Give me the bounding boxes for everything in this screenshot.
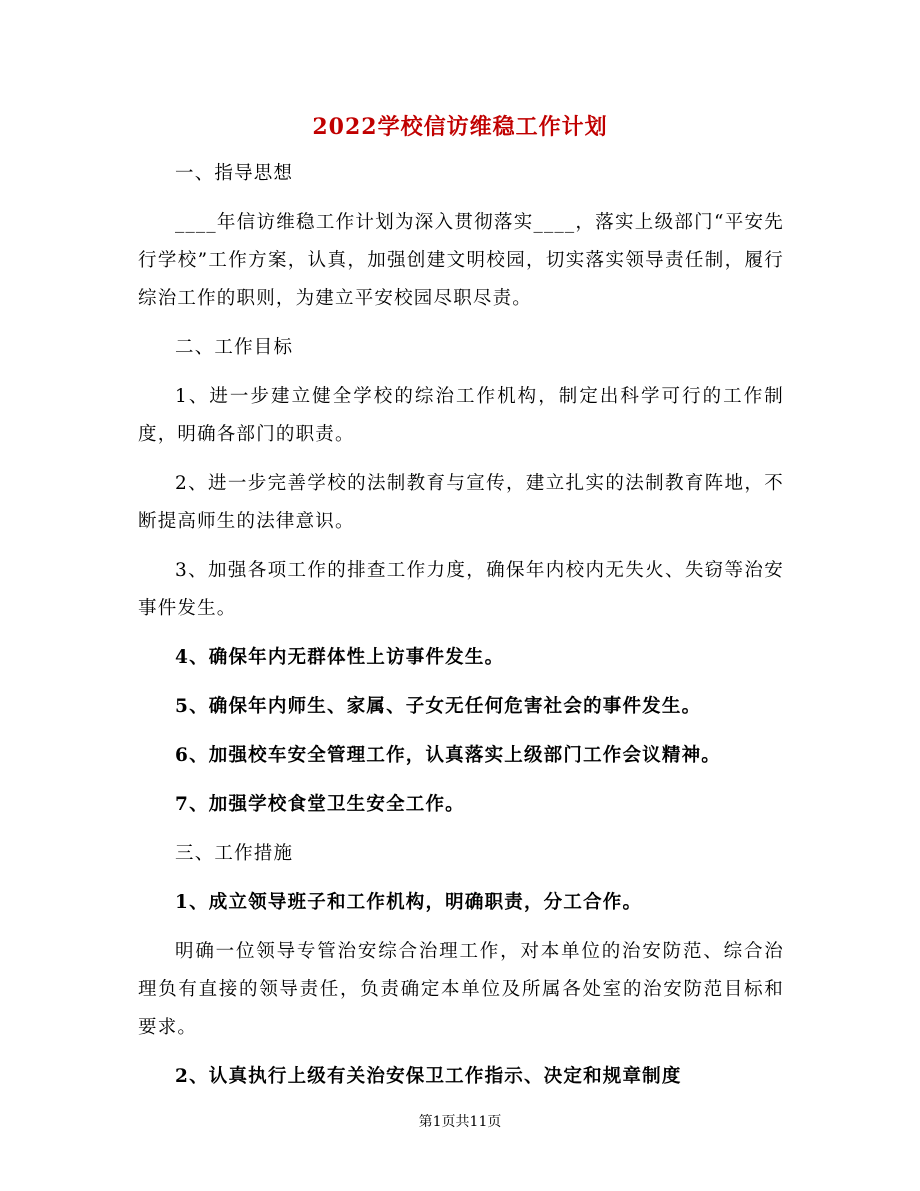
goal-item-5: 5、确保年内师生、家属、子女无任何危害社会的事件发生。 <box>175 696 702 717</box>
measure-item-1: 1、成立领导班子和工作机构，明确职责，分工合作。 <box>175 892 643 913</box>
goal-item-2: 2、进一步完善学校的法制教育与宣传，建立扎实的法制教育阵地，不断提高师生的法律意识。 <box>138 473 784 532</box>
paragraph-measure-1: 明确一位领导专管治安综合治理工作，对本单位的治安防范、综合治理负有直接的领导责任，负责确定本单位及所属各处室的治安防范目标和要求。 <box>138 941 784 1038</box>
goal-item-1: 1、进一步建立健全学校的综治工作机构，制定出科学可行的工作制度，明确各部门的职责。 <box>138 386 784 445</box>
document-title: 2022学校信访维稳工作计划 <box>312 114 608 140</box>
measure-item-2: 2、认真执行上级有关治安保卫工作指示、决定和规章制度 <box>175 1066 682 1087</box>
page-number-footer: 第1页共11页 <box>418 1114 502 1130</box>
section-heading-work-goals: 二、工作目标 <box>175 337 294 358</box>
goal-item-4: 4、确保年内无群体性上访事件发生。 <box>175 647 505 668</box>
section-heading-guiding-ideology: 一、指导思想 <box>175 163 294 184</box>
document-body <box>138 155 784 1096</box>
goal-item-7: 7、加强学校食堂卫生安全工作。 <box>175 794 465 815</box>
goal-item-3: 3、加强各项工作的排查工作力度，确保年内校内无失火、失窃等治安事件发生。 <box>138 560 784 619</box>
section-heading-work-measures: 三、工作措施 <box>175 843 294 864</box>
goal-item-6: 6、加强校车安全管理工作，认真落实上级部门工作会议精神。 <box>175 745 721 766</box>
paragraph-guiding-ideology: ____年信访维稳工作计划为深入贯彻落实____，落实上级部门“平安先行学校”工作方案，认真，加强创建文明校园，切实落实领导责任制，履行综治工作的职则，为建立平安校园尽职尽责。 <box>138 212 784 309</box>
